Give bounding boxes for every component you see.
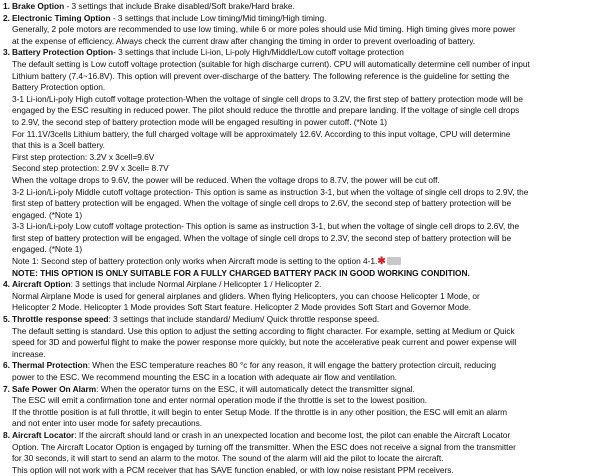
body-line: engaged by the ESC resulting in reduced power. The pilot should reduce the throttle and prepare landing. If the voltage of single cell drops <box>12 105 520 116</box>
body-line: Option. The Aircraft Locator Option is engaged by turning off the transmitter. When the ESC does not receive a signal from the transmitter <box>12 441 516 452</box>
section-title: Thermal Protection <box>12 360 88 371</box>
section-title-rest: - 3 settings that include Li-ion, Li-poly High/Middle/Low cutoff voltage protection <box>113 47 404 58</box>
body-line: engaged. (*Note 1) <box>12 244 83 255</box>
section-title-rest: - 3 settings that include Low timing/Mid timing/High timing. <box>110 12 327 23</box>
section-number: 8. <box>3 429 10 440</box>
body-line: to 2.9V, the second step of battery protection mode will be engaged resulting in power cutoff. (*Note 1) <box>12 116 388 127</box>
section-title-rest: : 3 settings that include Normal Airplane / Helicopter 1 / Helicopter 2. <box>70 279 322 290</box>
section-heading <box>3 430 588 442</box>
body-line: first step of battery protection will be engaged. When the voltage of single cell drops to 2.3V, the second step of battery protection will be <box>12 232 512 243</box>
section-title-rest: - 3 settings that include Brake disabled/Soft brake/Hard brake. <box>64 1 295 11</box>
section-heading <box>3 314 588 326</box>
body-line: Generally, 2 pole motors are recommended to use low timing, while 6 or more poles should use Mid timing. High timing gives more power <box>12 24 516 35</box>
section-heading <box>3 384 588 396</box>
body-line: increase. <box>12 348 46 359</box>
section-number: 6. <box>3 360 10 371</box>
section-title: Electronic Timing Option <box>12 12 111 23</box>
section-title: Safe Power On Alarm <box>12 383 97 394</box>
section-title-rest: : When the operator turns on the ESC, it will automatically detect the transmitter signal. <box>96 383 415 394</box>
body-line: Second step protection: 2.9V x 3cell= 8.7V <box>12 163 169 174</box>
section-number: 4. <box>3 279 10 290</box>
body-line: This option will not work with a PCM receiver that has SAVE function enabled, or with low noise resistant PPM receivers. <box>12 464 454 475</box>
section-title-rest: : If the aircraft should land or crash in an unexpected location and become lost, the pilot can enable the Aircraft Locator <box>74 429 511 440</box>
section-heading <box>3 1 588 13</box>
body-line: 3-1 Li-ion/Li-poly High cutoff voltage protection-When the voltage of single cell drops to 3.2V, the first step of battery protection mode will be <box>12 93 523 104</box>
section-title: Brake Option <box>12 1 65 11</box>
body-line: speed for 3D and powerful flight to make the power response more quickly, but note the accelerative peak current and power expense will <box>12 337 517 348</box>
body-line: If the throttle position is at full throttle, it will begin to enter Setup Mode. If the throttle is in any other position, the ESC will emit an alarm <box>12 406 508 417</box>
section-title: Aircraft Locator <box>12 429 75 440</box>
section-number: 1. <box>3 1 10 11</box>
section-number: 7. <box>3 383 10 394</box>
body-line: 3-3 Li-ion/Li-poly Low cutoff voltage protection- This option is same as instruction 3-1, but when the voltage of single cell drops to 2.6V, the <box>12 221 520 232</box>
body-line: first step of battery protection will be engaged. When the voltage of single cell drops to 2.6V, the second step of battery protection will be <box>12 198 512 209</box>
section-number: 3. <box>3 47 10 58</box>
body-line: First step protection: 3.2V x 3cell=9.6V <box>12 151 155 162</box>
body-line: The ESC will emit a confirmation tone and enter normal operation mode if the throttle is set to the lowest position. <box>12 395 428 406</box>
body-line: The default setting is standard. Use this option to adjust the setting according to flight character. For example, setting at Medium or Quick <box>12 325 515 336</box>
body-line: and not enter into user mode for safety precautions. <box>12 418 203 429</box>
body-line: For 11.1V/3cells Lithium battery, the full charged voltage will be approximately 12.6V. According to this input voltage, CPU will determine <box>12 128 511 139</box>
body-line: When the voltage drops to 9.6V, the power will be reduced. When the voltage drops to 8.7V, the power will be cut off. <box>12 174 440 185</box>
body-line: Helicopter 2 Mode. Helicopter 1 Mode provides Soft Start feature. Helicopter 2 Mode provides Soft Start and Governor Mode. <box>12 302 472 313</box>
section-heading <box>3 360 588 372</box>
body-line: Battery Protection option. <box>12 82 106 93</box>
body-line: engaged. (*Note 1) <box>12 209 83 220</box>
body-line: power to the ESC. We recommend mounting the ESC in a location with adequate air flow and ventilation. <box>12 372 398 382</box>
note-line <box>3 256 588 268</box>
section-title-rest: : When the ESC temperature reaches 80 °c for any reason, it will engage the battery protection circuit, reducing <box>87 360 496 371</box>
section-number: 5. <box>3 314 10 325</box>
red-asterisk-icon: ✱ <box>377 256 386 268</box>
body-line: Lithium battery (7.4~16.8V). This option will prevent over-discharge of the battery. The following reference is the guideline for setting the <box>12 70 510 81</box>
body-line: The default setting is Low cutoff voltage protection (suitable for high discharge current). CPU will automatically determine cell number of input <box>12 58 530 69</box>
section-title: Aircraft Option <box>12 279 71 290</box>
body-line: that this is a 3cell battery. <box>12 140 105 151</box>
warning-line: NOTE: THIS OPTION IS ONLY SUITABLE FOR A FULLY CHARGED BATTERY PACK IN GOOD WORKING CONDITION. <box>12 267 470 278</box>
section-heading <box>3 279 588 291</box>
section-title: Throttle response speed <box>12 314 109 325</box>
body-line: for 30 seconds, it will start to send an alarm to the motor. The sound of the alarm will aid the pilot to locate the aircraft. <box>12 453 444 464</box>
section-title-rest: : 3 settings that include standard/ Medium/ Quick throttle response speed. <box>108 314 380 325</box>
body-line: Normal Airplane Mode is used for general airplanes and gliders. When flying Helicopters, you can choose Helicopter 1 Mode, or <box>12 290 480 301</box>
note-text: Note 1: Second step of battery protection only works when Aircraft mode is setting to the option 4-1. <box>12 256 378 267</box>
section-number: 2. <box>3 12 10 23</box>
body-line: at the expense of efficiency. Always check the current draw after changing the timing in order to prevent overloading of battery. <box>12 35 476 46</box>
section-heading <box>3 47 588 59</box>
section-heading <box>3 13 588 25</box>
section-title: Battery Protection Option <box>12 47 114 58</box>
body-line: 3-2 Li-ion/Li-poly Middle cutoff voltage protection- This option is same as instruction 3-1, but when the voltage of single cell drops to 2.9V, the <box>12 186 529 197</box>
redacted-mark <box>387 257 401 265</box>
